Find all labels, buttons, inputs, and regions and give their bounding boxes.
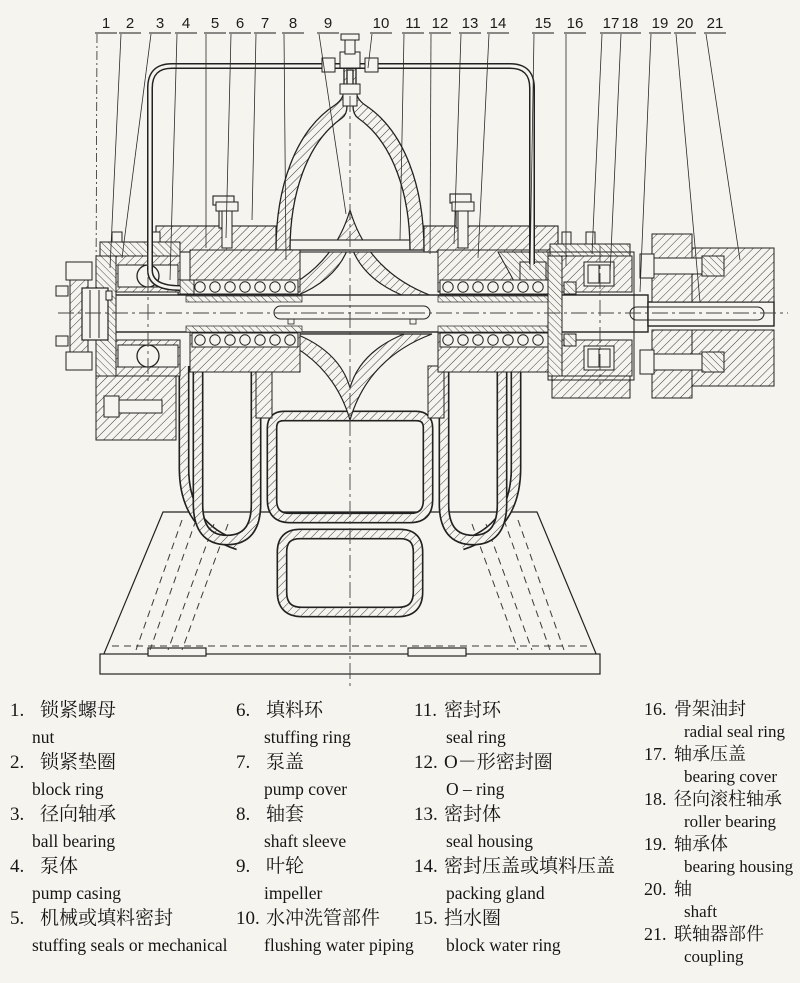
legend-item	[644, 923, 800, 968]
legend-item-number: 16.	[644, 699, 667, 719]
legend-item-number: 5.	[10, 908, 25, 929]
legend-item-chinese: 9. 叶轮	[236, 854, 414, 880]
legend-item-number: 7.	[236, 752, 251, 773]
legend-item-chinese: 2. 锁紧垫圈	[10, 750, 236, 776]
legend-item-number: 13.	[414, 804, 438, 825]
callout-number: 2	[125, 15, 135, 32]
legend-item-chinese: 17. 轴承压盖	[644, 744, 746, 764]
gland-bolt-left	[222, 210, 232, 248]
legend-item-english: bearing cover	[684, 767, 777, 786]
legend-item-english: shaft	[684, 902, 718, 921]
legend-item-number: 4.	[10, 856, 25, 877]
callout-number: 11	[405, 15, 421, 32]
legend-item-english: seal ring	[446, 727, 506, 747]
legend-column-2	[236, 698, 414, 958]
legend-item-english: shaft sleeve	[264, 831, 347, 851]
callout-number: 10	[372, 15, 390, 32]
legend-item	[236, 802, 414, 854]
legend-column-4	[644, 698, 800, 968]
callout-leader-line	[610, 34, 621, 274]
legend-item	[644, 743, 800, 788]
legend-item	[10, 698, 236, 750]
legend-item-english: stuffing ring	[264, 727, 351, 747]
legend-item-chinese: 6. 填料环	[236, 698, 414, 724]
legend-item	[644, 788, 800, 833]
legend-item	[236, 854, 414, 906]
legend-item-chinese: 11. 密封环	[414, 698, 642, 724]
callout-number: 4	[181, 15, 191, 32]
legend-item-number: 3.	[10, 804, 25, 825]
parts-legend	[0, 692, 800, 983]
legend-item-chinese: 20. 轴	[644, 879, 692, 899]
legend-item	[414, 750, 642, 802]
legend-item	[10, 854, 236, 906]
gland-bolt-right	[458, 210, 468, 248]
legend-item	[414, 854, 642, 906]
callout-number: 8	[288, 15, 298, 32]
legend-item-english: nut	[32, 727, 55, 747]
legend-item-number: 20.	[644, 879, 667, 899]
lock-nut	[82, 288, 112, 340]
callout-leader-line	[122, 34, 151, 258]
legend-item	[236, 698, 414, 750]
bearing-cover-right	[548, 256, 562, 376]
legend-item-number: 8.	[236, 804, 251, 825]
legend-item	[236, 750, 414, 802]
callout-number: 16	[566, 15, 584, 32]
callout-number: 7	[260, 15, 270, 32]
legend-item-number: 1.	[10, 700, 25, 721]
legend-item-number: 18.	[644, 789, 667, 809]
legend-item-english: stuffing seals or mechanical	[32, 935, 228, 955]
callout-number: 17	[602, 15, 620, 32]
legend-item-chinese: 18. 径向滚柱轴承	[644, 789, 782, 809]
pipe-fitting-right	[520, 262, 546, 280]
callout-leader-line	[592, 34, 602, 254]
callout-number: 21	[706, 15, 724, 32]
callout-leader-line	[252, 34, 256, 220]
legend-item-chinese: 12. O－形密封圈	[414, 750, 642, 776]
legend-item-number: 9.	[236, 856, 251, 877]
shaft-sleeve-left	[186, 296, 302, 302]
drain-bolt	[118, 400, 162, 413]
shaft-sleeve-right	[438, 296, 554, 302]
legend-item	[236, 906, 414, 958]
callout-number: 12	[431, 15, 449, 32]
legend-item-english: impeller	[264, 883, 323, 903]
callout-number: 18	[621, 15, 639, 32]
legend-item-number: 6.	[236, 700, 251, 721]
legend-item-english: radial seal ring	[684, 722, 786, 741]
legend-item-chinese: 14. 密封压盖或填料压盖	[414, 854, 642, 880]
legend-item-number: 10.	[236, 908, 260, 929]
legend-item-english: roller bearing	[684, 812, 777, 831]
callout-leader-line	[96, 34, 97, 282]
callout-number: 9	[323, 15, 333, 32]
legend-item-chinese: 5. 机械或填料密封	[10, 906, 236, 932]
legend-item-english: O – ring	[446, 779, 505, 799]
legend-item-number: 2.	[10, 752, 25, 773]
callout-number: 20	[676, 15, 694, 32]
legend-item-number: 15.	[414, 908, 438, 929]
legend-item-number: 11.	[414, 700, 438, 721]
left-bearing-assembly	[56, 232, 180, 440]
legend-item-chinese: 8. 轴套	[236, 802, 414, 828]
legend-item	[414, 906, 642, 958]
legend-item-chinese: 16. 骨架油封	[644, 699, 746, 719]
legend-item-number: 14.	[414, 856, 438, 877]
legend-item-english: bearing housing	[684, 857, 794, 876]
legend-item-number: 12.	[414, 752, 438, 773]
legend-item	[644, 878, 800, 923]
legend-item-number: 19.	[644, 834, 667, 854]
callout-number: 14	[489, 15, 507, 32]
legend-item-number: 17.	[644, 744, 667, 764]
callout-number: 1	[101, 15, 111, 32]
legend-item	[414, 802, 642, 854]
legend-item-english: ball bearing	[32, 831, 116, 851]
coupling-bolt-top	[640, 254, 724, 278]
legend-item-chinese: 19. 轴承体	[644, 834, 728, 854]
legend-item-english: block ring	[32, 779, 104, 799]
legend-item	[414, 698, 642, 750]
legend-column-1	[10, 698, 236, 958]
legend-item-chinese: 13. 密封体	[414, 802, 642, 828]
callout-leader-line	[706, 34, 740, 260]
callout-number: 19	[651, 15, 669, 32]
legend-item-english: seal housing	[446, 831, 534, 851]
legend-item-english: packing gland	[446, 883, 545, 903]
legend-item-chinese: 21. 联轴器部件	[644, 924, 764, 944]
legend-item	[644, 698, 800, 743]
callout-number: 6	[235, 15, 245, 32]
callout-number: 13	[461, 15, 479, 32]
legend-item-chinese: 7. 泵盖	[236, 750, 414, 776]
legend-item-english: block water ring	[446, 935, 561, 955]
radial-seal	[564, 282, 576, 294]
legend-item-number: 21.	[644, 924, 667, 944]
legend-item-english: pump casing	[32, 883, 121, 903]
legend-item	[10, 750, 236, 802]
legend-item-chinese: 4. 泵体	[10, 854, 236, 880]
callout-leader-line	[640, 34, 651, 292]
callout-number: 5	[210, 15, 220, 32]
legend-item-chinese: 10. 水冲洗管部件	[236, 906, 414, 932]
legend-item-chinese: 3. 径向轴承	[10, 802, 236, 828]
legend-item	[644, 833, 800, 878]
legend-item	[10, 906, 236, 958]
callout-number: 3	[155, 15, 165, 32]
legend-column-3	[414, 698, 642, 958]
legend-item	[10, 802, 236, 854]
legend-item-english: pump cover	[264, 779, 348, 799]
legend-item-english: flushing water piping	[264, 935, 414, 955]
legend-item-chinese: 15. 挡水圈	[414, 906, 642, 932]
callout-number: 15	[534, 15, 552, 32]
legend-item-english: coupling	[684, 947, 744, 966]
coupling-bolt-bottom	[640, 350, 724, 374]
legend-item-chinese: 1. 锁紧螺母	[10, 698, 236, 724]
